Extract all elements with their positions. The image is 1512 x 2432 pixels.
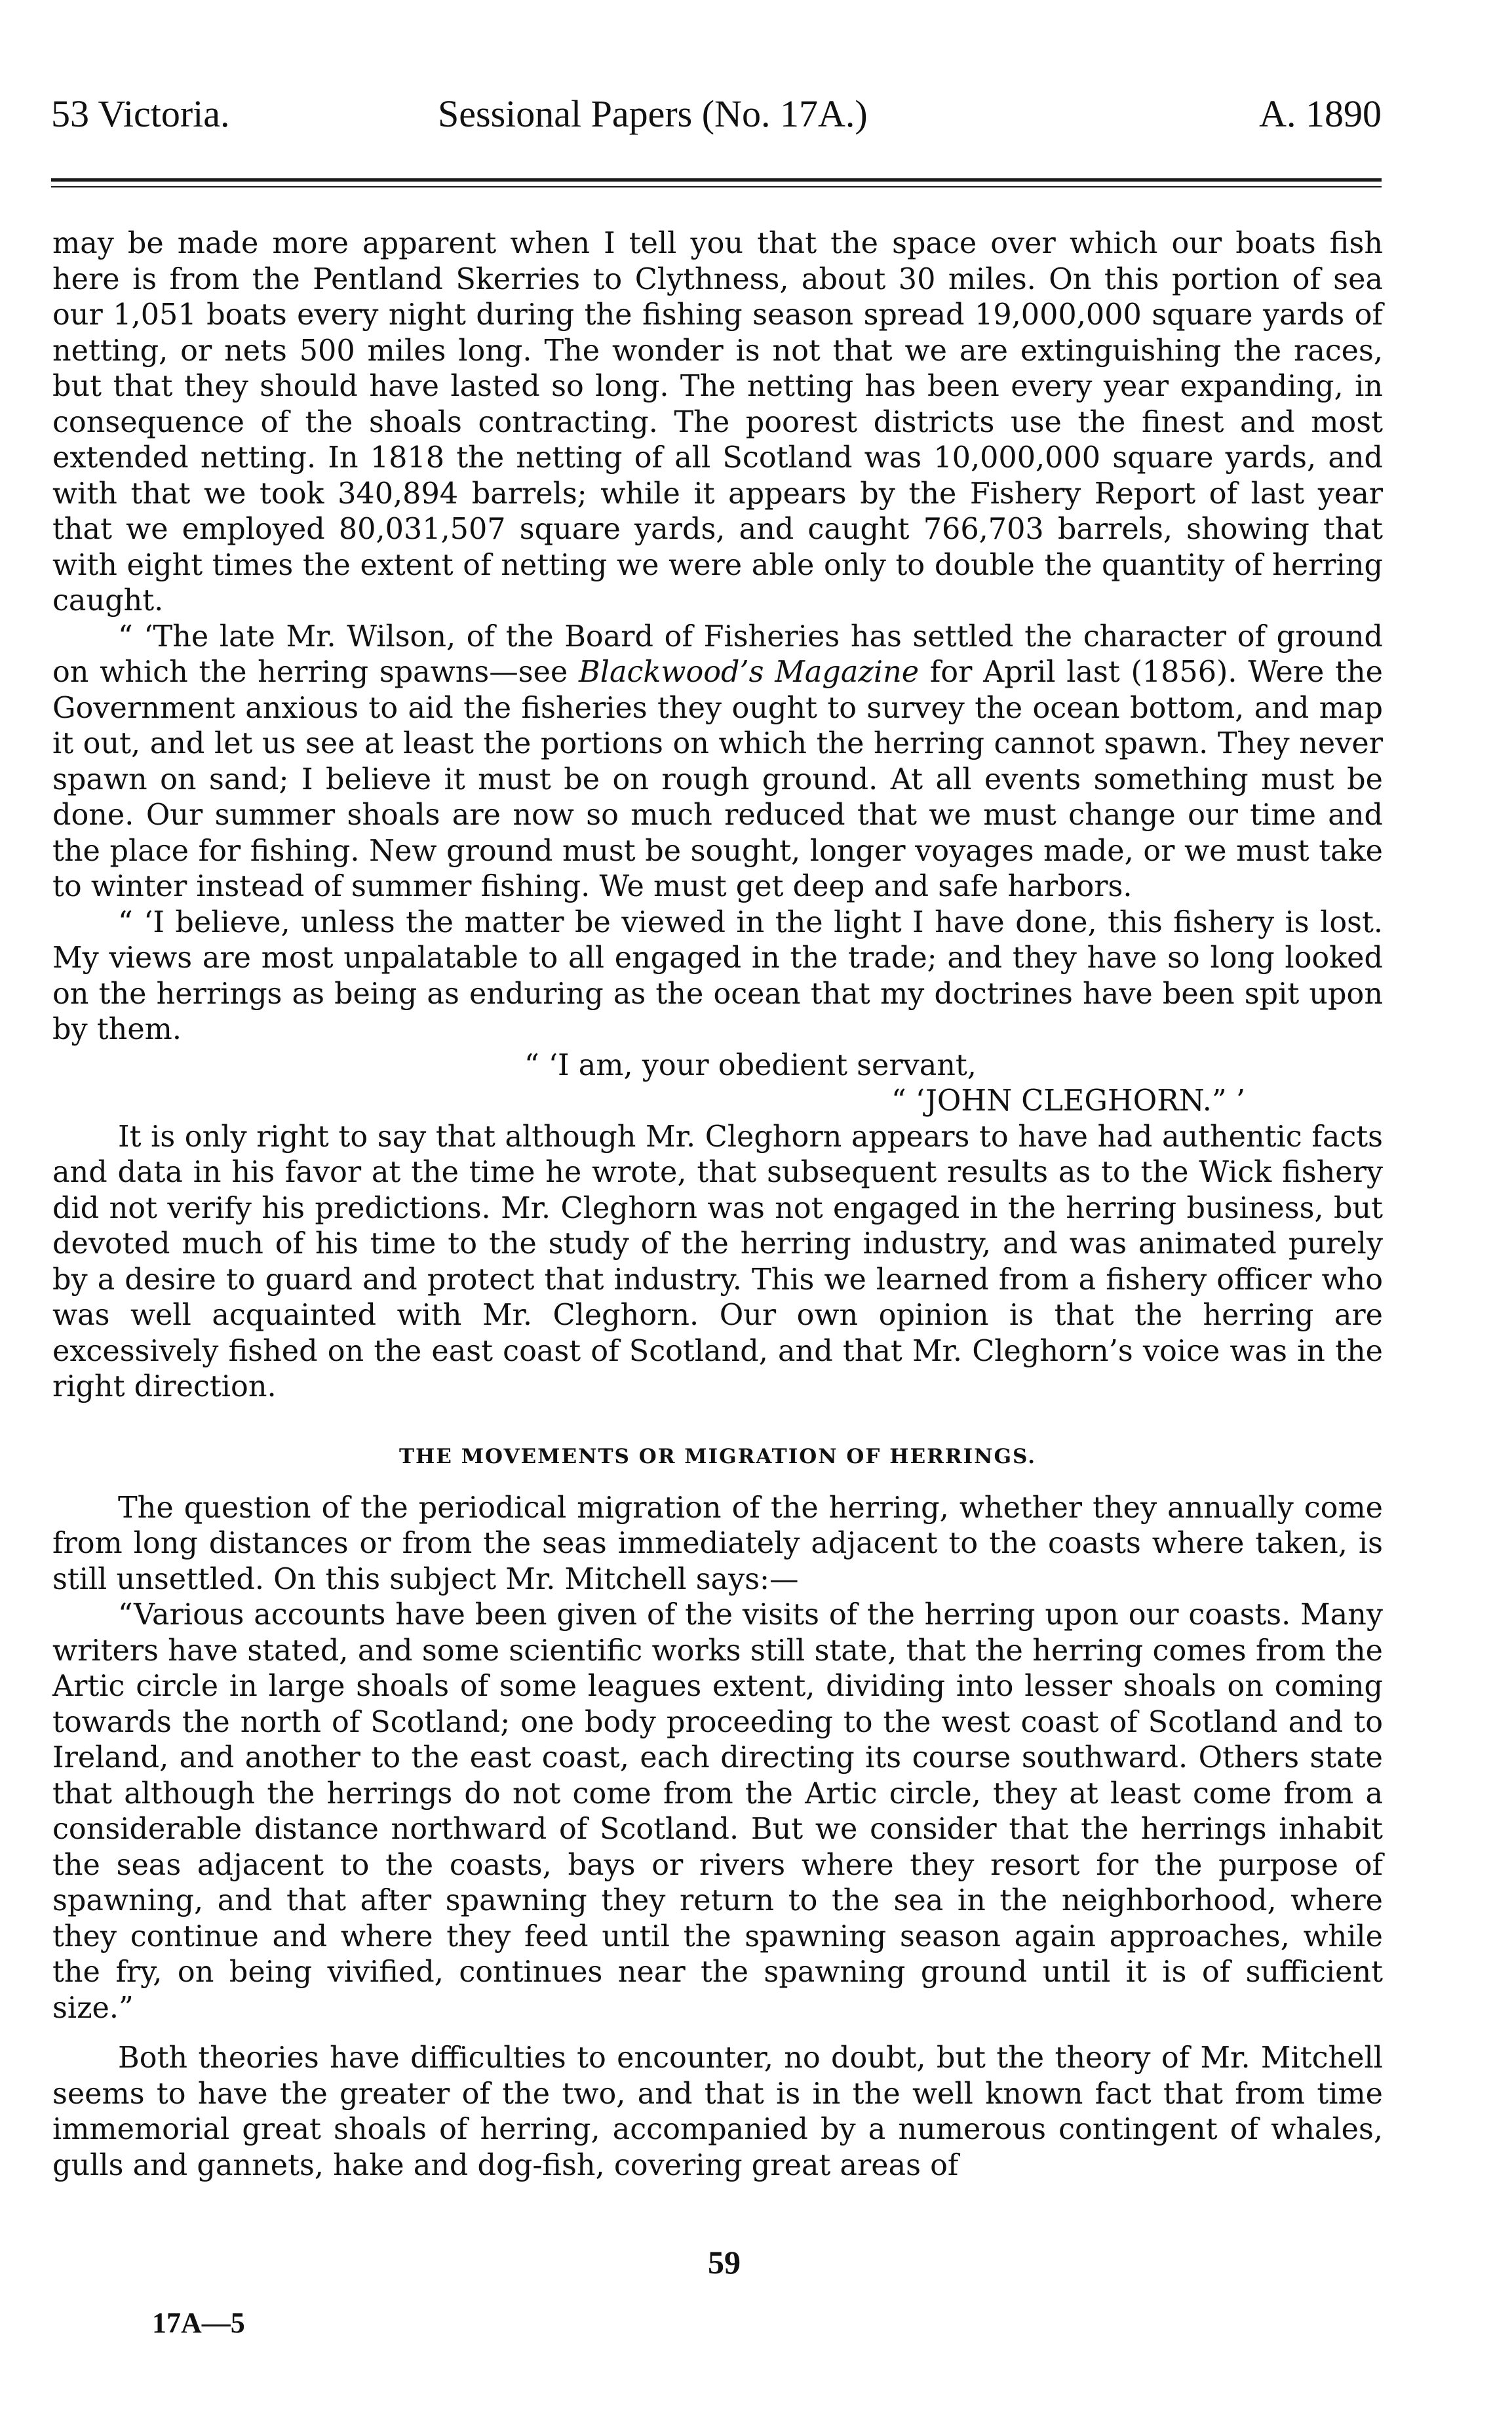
paragraph-3: “ ‘I believe, unless the matter be viewed in the light I have done, this fishery is lost. My views are most unpalatable to all engaged in the trade; and they have so long looked on the herrings as being as enduring as the ocean that my doctrines have been spit upon by them.: [52, 905, 1383, 1046]
header-volume: 53 Victoria.: [51, 92, 230, 135]
paragraph-1: may be made more apparent when I tell you that the space over which our boats fish here is from the Pentland Skerries to Clythness, about 30 miles. On this portion of sea our 1,051 boats every night during the fishing season spread 19,000,000 square yards of netting, or nets 500 miles long. The wonder is not that we are extinguishing the races, but that they should have lasted so long. The netting has been every year expanding, in consequence of the shoals contracting. The poorest districts use the finest and most extended netting. In 1818 the netting of all Scotland was 10,000,000 square yards, and with that we took 340,894 barrels; while it appears by the Fishery Report of last year that we employed 80,031,507 square yards, and caught 766,703 barrels, showing that with eight times the extent of netting we were able only to double the quantity of herring caught.: [52, 227, 1383, 618]
signature-mark: 17A—5: [152, 2307, 245, 2339]
section-heading: THE MOVEMENTS OR MIGRATION OF HERRINGS.: [398, 1444, 1037, 1468]
header-title: Sessional Papers (No. 17A.): [438, 92, 868, 135]
body-text: [52, 226, 1383, 2184]
paragraph-5: The question of the periodical migration of the herring, whether they annually come from long distances or from the seas immediately adjacent to the coasts where taken, is still unsettled. On this subject Mr. Mitchell says:—: [52, 1491, 1383, 1596]
paragraph-2: [52, 619, 1383, 905]
page-number: 59: [708, 2244, 741, 2281]
header-rule-thick: [51, 178, 1382, 182]
letter-closing: “ ‘I am, your obedient servant,: [524, 1048, 977, 1082]
header-rule-thin: [51, 186, 1382, 187]
paragraph-7: Both theories have difficulties to encounter, no doubt, but the theory of Mr. Mitchell seems to have the greater of the two, and that is in the well known fact that from time immemorial great shoals of herring, accompanied by a numerous contingent of whales, gulls and gannets, hake and dog-fish, covering great areas of: [52, 2041, 1383, 2182]
paragraph-4: It is only right to say that although Mr. Cleghorn appears to have had authentic facts and data in his favor at the time he wrote, that subsequent results as to the Wick fishery did not verify his predictions. Mr. Cleghorn was not engaged in the herring business, but devoted much of his time to the study of the herring industry, and was animated purely by a desire to guard and protect that industry. This we learned from a fishery officer who was well acquainted with Mr. Cleghorn. Our own opinion is that the herring are excessively fished on the east coast of Scotland, and that Mr. Cleghorn’s voice was in the right direction.: [52, 1120, 1383, 1403]
paragraph-6: “Various accounts have been given of the visits of the herring upon our coasts. Many writers have stated, and some scientific works still state, that the herring comes from the Artic circle in large shoals of some leagues extent, dividing into lesser shoals on coming towards the north of Scotland; one body proceeding to the west coast of Scotland and to Ireland, and another to the east coast, each directing its course southward. Others state that although the herrings do not come from the Artic circle, they at least come from a considerable distance northward of Scotland. But we consider that the herrings inhabit the seas adjacent to the coasts, bays or rivers where they resort for the purpose of spawning, and that after spawning they return to the sea in the neighborhood, where they continue and where they feed until the spawning season again approaches, while the fry, on being vivified, continues near the spawning ground until it is of sufficient size.”: [52, 1598, 1383, 2025]
paragraph-2-start: “ ‘The late Mr. Wilson, of the Board of Fisheries has settled the character of ground on which the herring spawns—see: [52, 619, 1383, 689]
paragraph-2-end: for April last (1856). Were the Government anxious to aid the fisheries they ought to survey the ocean bottom, and map it out, and let us see at least the portions on which the herring cannot spawn. They never spawn on sand; I believe it must be on rough ground. At all events something must be done. Our summer shoals are now so much reduced that we must change our time and the place for fishing. New ground must be sought, longer voyages made, or we must take to winter instead of summer fishing. We must get deep and safe harbors.: [52, 656, 1384, 903]
letter-signature: “ ‘JOHN CLEGHORN.” ’: [891, 1084, 1245, 1118]
header-year: A. 1890: [1259, 92, 1382, 135]
running-header: [51, 92, 1382, 139]
paragraph-2-italic: Blackwood’s Magazine: [579, 656, 920, 689]
